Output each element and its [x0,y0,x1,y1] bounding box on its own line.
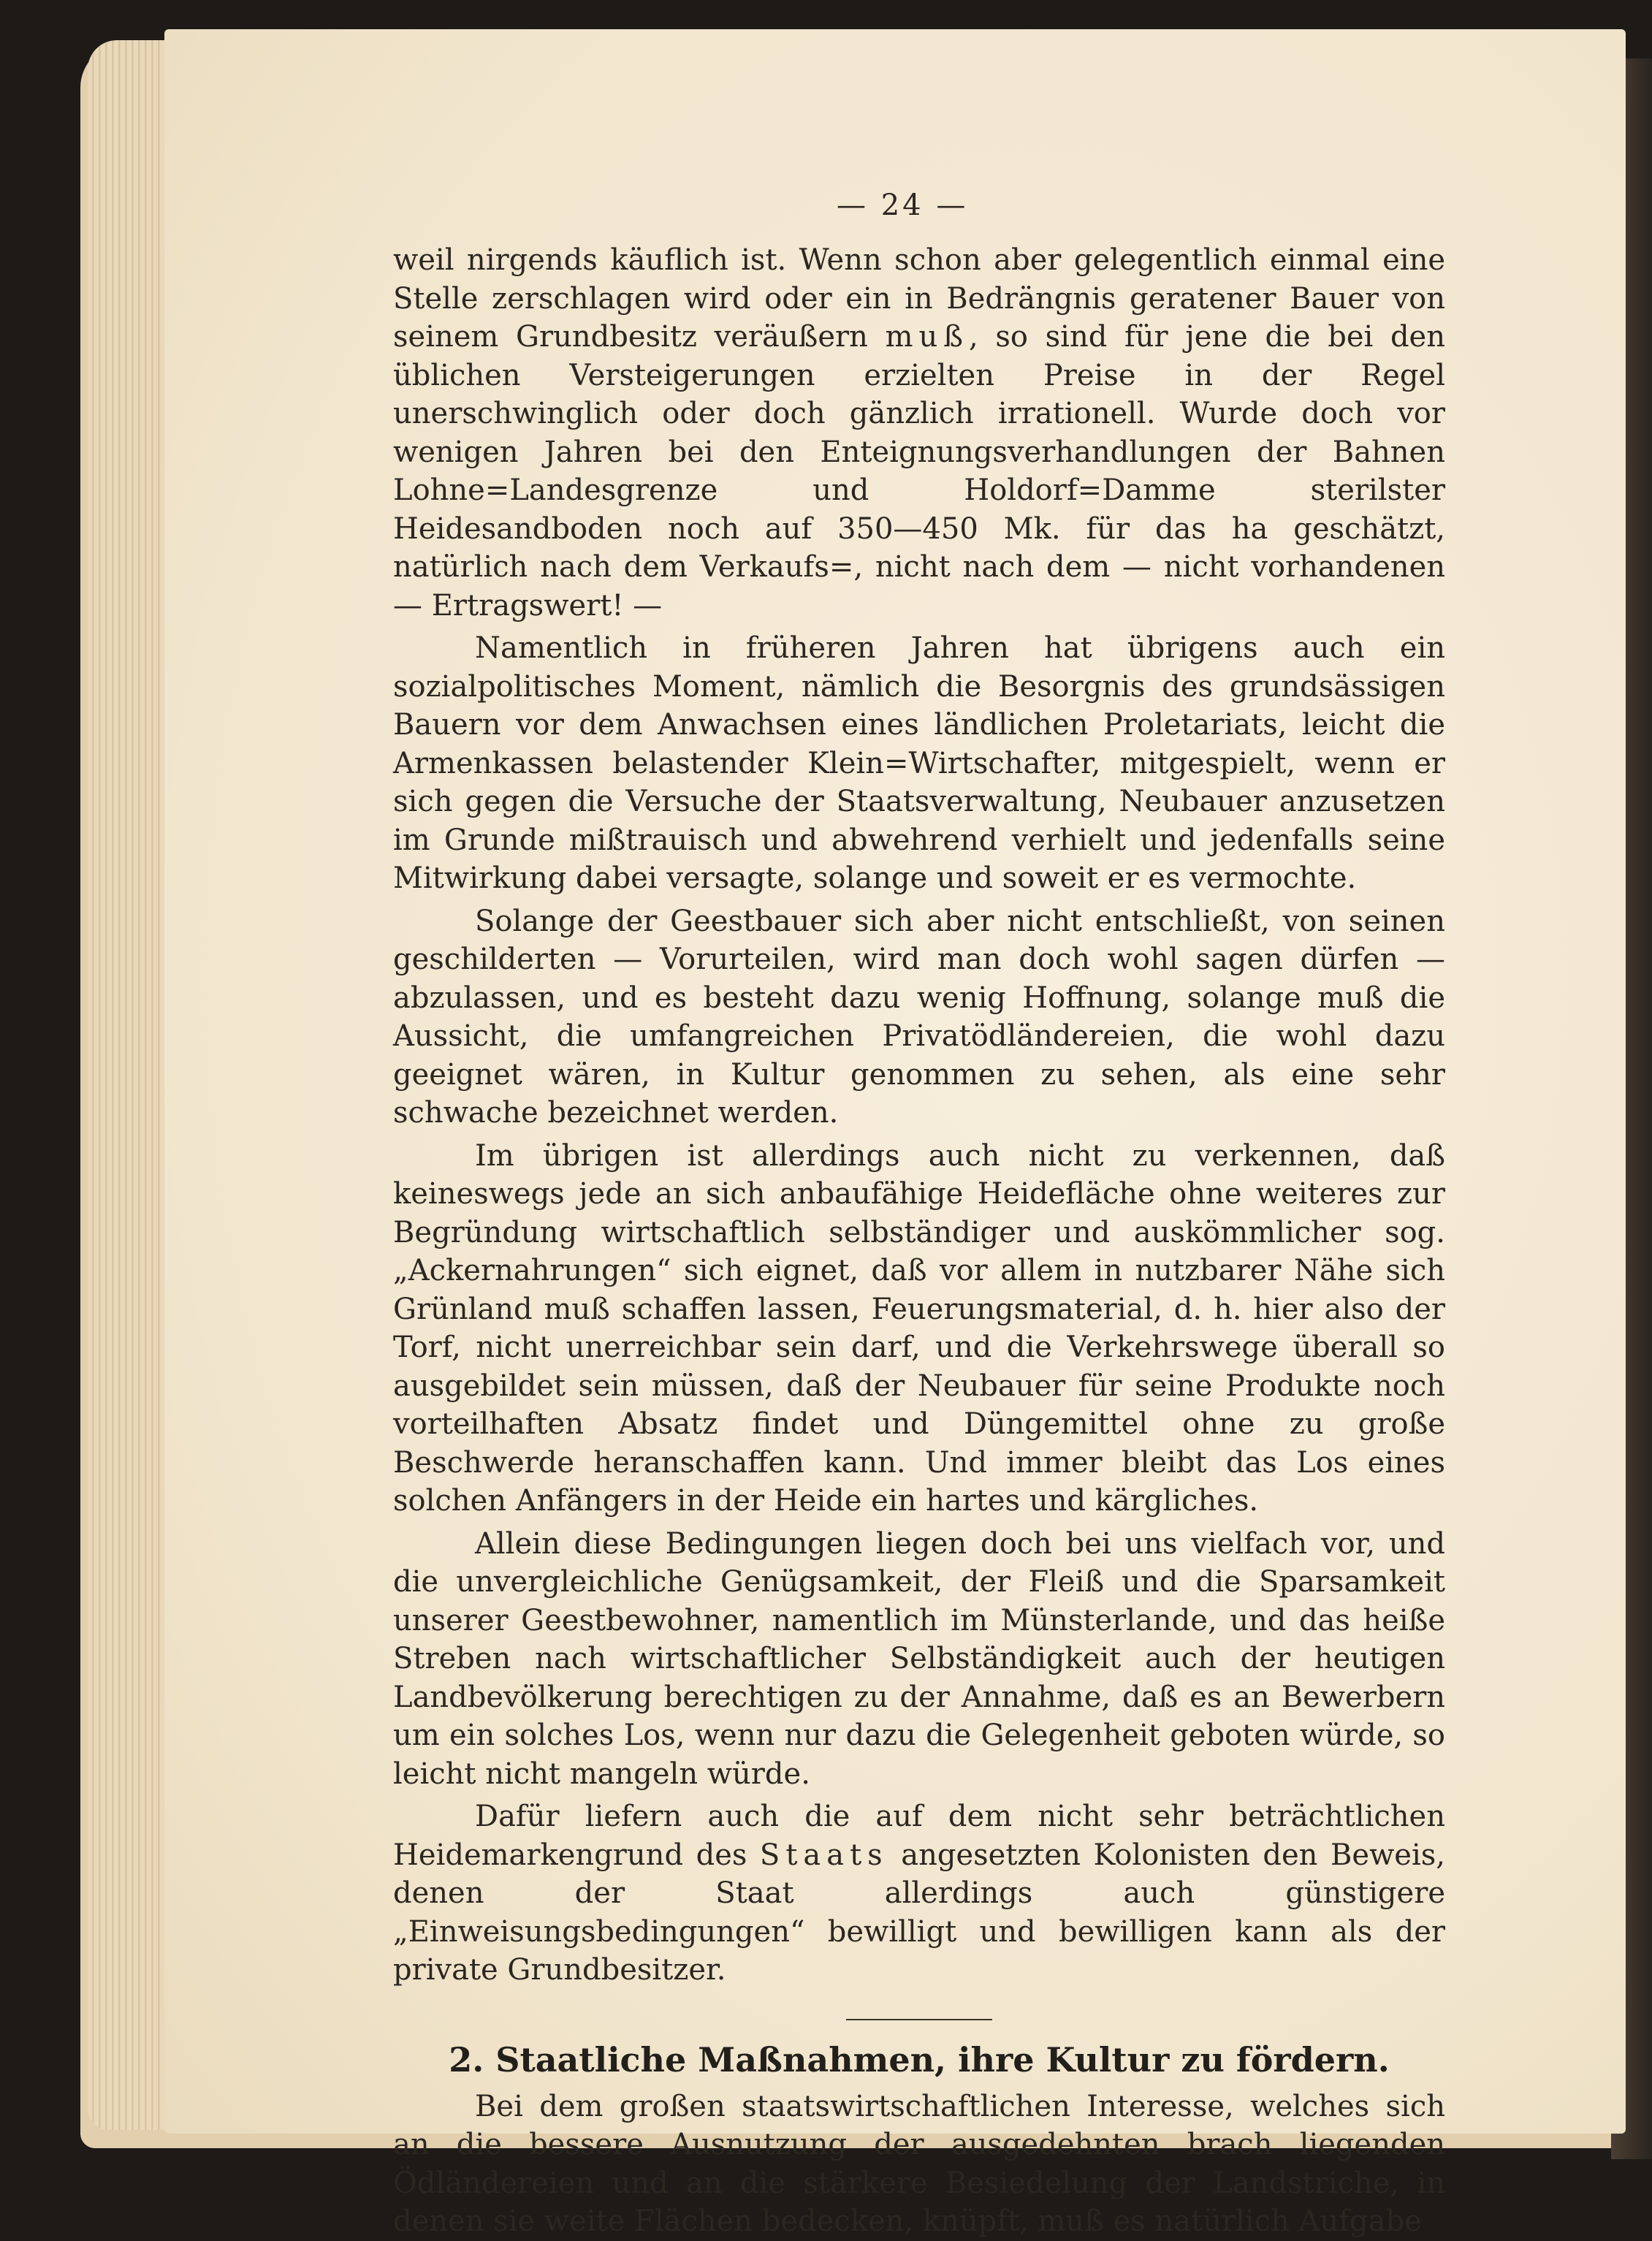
section-divider [846,2019,992,2020]
paragraph-text: , so sind für jene die bei den üblichen Versteigerungen erzielten Preise in der Regel unerschwinglich oder doch gänzlich irrationell. Wurde doch vor wenigen Jahren bei den Enteignungsverhandlungen der Bahnen Lohne=Landesgrenze und Holdorf=Damme sterilster Heidesandboden noch auf 350—450 Mk. für das ha geschätzt, natürlich nach dem Verkaufs=, nicht nach dem — nicht vorhandenen — Ertragswert! — [393,320,1445,623]
paragraph [393,241,1445,625]
paragraph-text: angesetzten Kolonisten den Beweis, denen der Staat allerdings auch günstigere „Einweisungsbedingungen“ bewilligt und bewilligen kann als der private Grundbesitzer. [393,1838,1445,1987]
body-text [393,241,1445,2241]
page-edges [88,40,175,2130]
emphasized-word: Staats [759,1838,888,1872]
paragraph: Solange der Geestbauer sich aber nicht entschließt, von seinen geschilderten — Vorurteilen, wird man doch wohl sagen dürfen — abzulassen, und es besteht dazu wenig Hoffnung, solange muß die Aussicht, die umfangreichen Privatödländereien, die wohl dazu geeignet wären, in Kultur genommen zu sehen, als eine sehr schwache bezeichnet werden. [393,904,1445,1130]
section-heading: 2. Staatliche Maßnahmen, ihre Kultur zu fördern. [449,2039,1390,2080]
paragraph-text: weil nirgends käuflich ist. Wenn schon aber gelegentlich einmal eine Stelle zerschlagen wird oder ein in Bedrängnis geratener Bauer von seinem Grundbesitz veräußern [393,243,1445,354]
paragraph: Allein diese Bedingungen liegen doch bei uns vielfach vor, und die unvergleichliche Genügsamkeit, der Fleiß und die Sparsamkeit unserer Geestbewohner, namentlich im Münsterlande, und das heiße Streben nach wirtschaftlicher Selbständigkeit auch der heutigen Landbevölkerung berechtigen zu der Annahme, daß es an Bewerbern um ein solches Los, wenn nur dazu die Gelegenheit geboten würde, so leicht nicht mangeln würde. [393,1526,1445,1791]
paragraph [393,1797,1445,1990]
page-number: — 24 — [837,189,969,222]
emphasized-word: muß [885,320,969,354]
paragraph-text: Dafür liefern auch die auf dem nicht sehr beträchtlichen Heidemarkengrund des [393,1800,1445,1872]
paragraph: Im übrigen ist allerdings auch nicht zu verkennen, daß keineswegs jede an sich anbaufähige Heidefläche ohne weiteres zur Begründung wirtschaftlich selbständiger und auskömmlicher sog. „Ackernahrungen“ sich eignet, daß vor allem in nutzbarer Nähe sich Grünland muß schaffen lassen, Feuerungsmaterial, d. h. hier also der Torf, nicht unerreichbar sein darf, und die Verkehrswege überall so ausgebildet sein müssen, daß der Neubauer für seine Produkte noch vorteilhaften Absatz findet und Düngemittel ohne zu große Beschwerde heranschaffen kann. Und immer bleibt das Los eines solchen Anfängers in der Heide ein hartes und kärgliches. [393,1138,1445,1518]
paragraph: Namentlich in früheren Jahren hat übrigens auch ein sozialpolitisches Moment, nämlich die Besorgnis des grundsässigen Bauern vor dem Anwachsen eines ländlichen Proletariats, leicht die Armenkassen belastender Klein=Wirtschafter, mitgespielt, wenn er sich gegen die Versuche der Staatsverwaltung, Neubauer anzusetzen im Grunde mißtrauisch und abwehrend verhielt und jedenfalls seine Mitwirkung dabei versagte, solange und soweit er es vermochte. [393,631,1445,895]
paragraph: Bei dem großen staatswirtschaftlichen Interesse, welches sich an die bessere Ausnutzung der ausgedehnten brach liegenden Ödländereien und an die stärkere Besiedelung der Landstriche, in denen sie weite Flächen bedecken, knüpft, muß es natürlich Aufgabe [393,2089,1445,2238]
